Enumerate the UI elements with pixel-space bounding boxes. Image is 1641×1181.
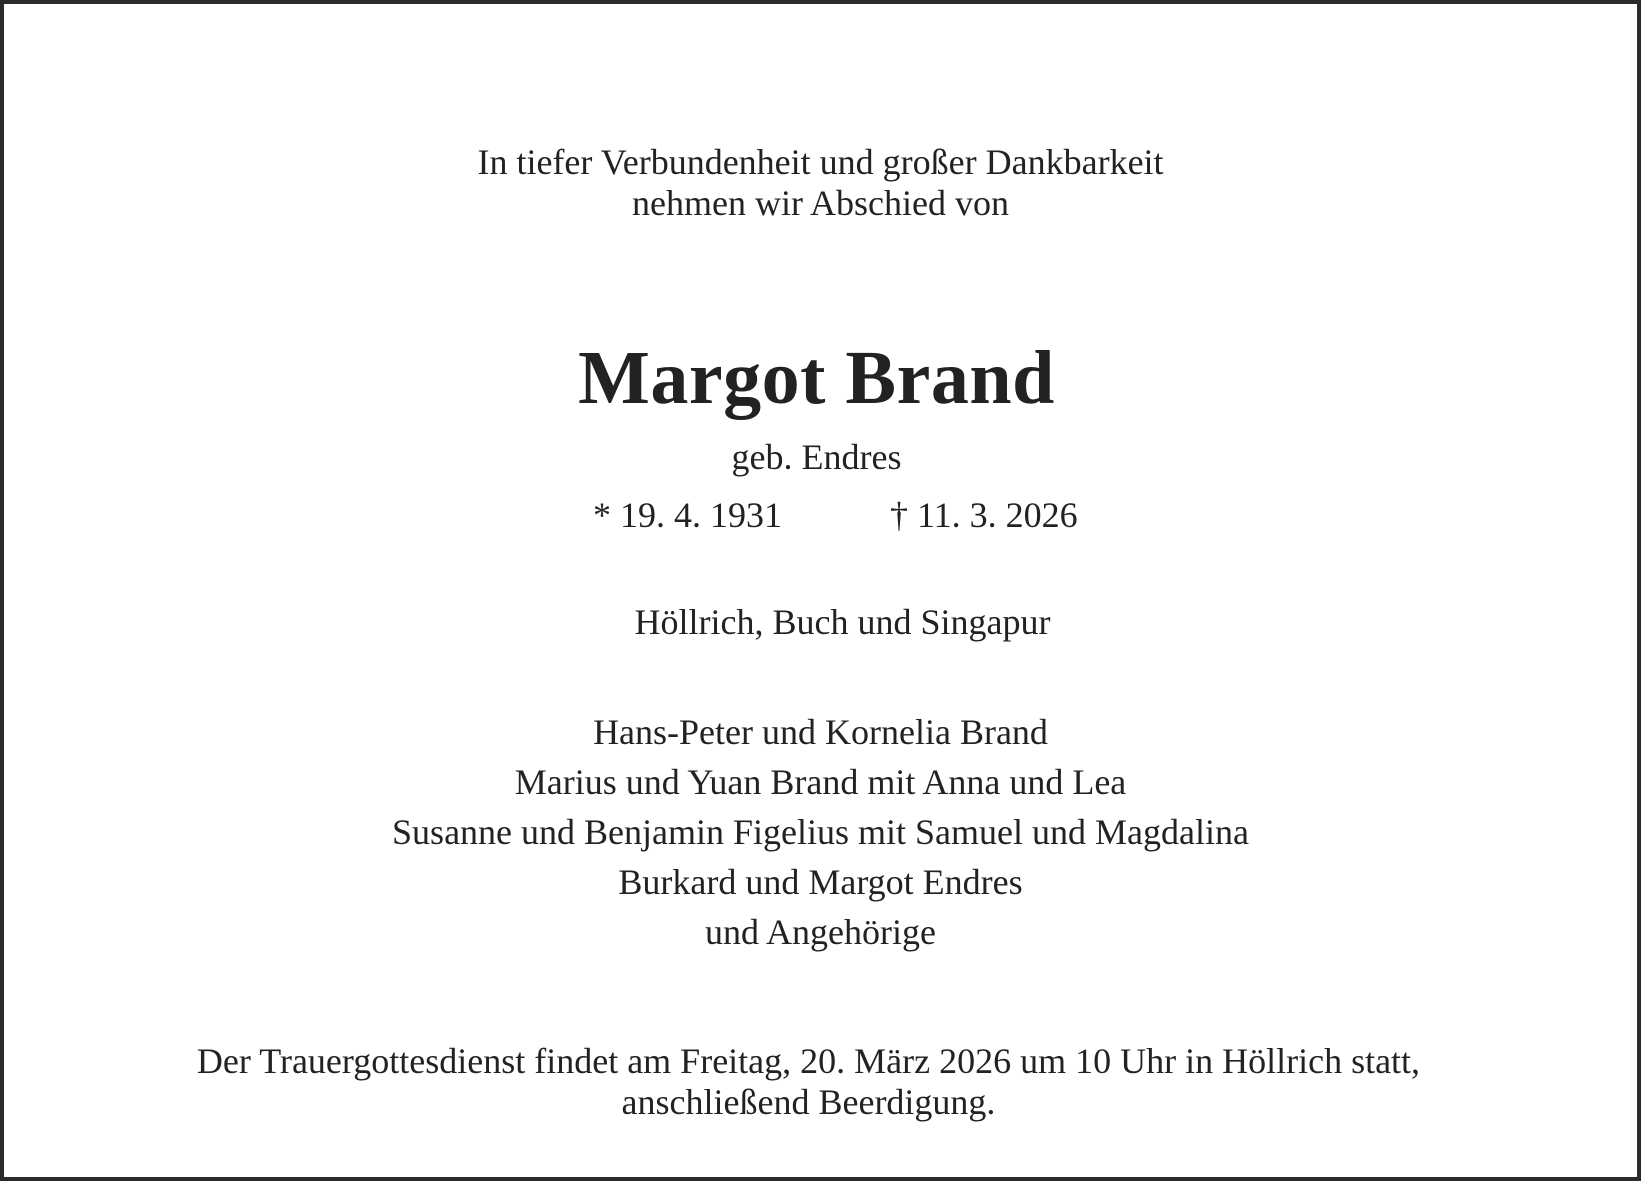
service-line-1: Der Trauergottesdienst findet am Freitag, 20. März 2026 um 10 Uhr in Höllrich statt, — [196, 1041, 1421, 1081]
service-line-2: anschließend Beerdigung. — [621, 1082, 996, 1122]
death-date: † 11. 3. 2026 — [890, 495, 1078, 535]
mourner-line: Hans-Peter und Kornelia Brand — [593, 712, 1048, 752]
places-line: Höllrich, Buch und Singapur — [634, 602, 1051, 642]
deceased-name: Margot Brand — [578, 336, 1055, 420]
mourner-line: Marius und Yuan Brand mit Anna und Lea — [514, 762, 1127, 802]
life-dates — [4, 497, 1637, 537]
mourner-line: Susanne und Benjamin Figelius mit Samuel und Magdalina — [392, 812, 1249, 852]
intro-line-1: In tiefer Verbundenheit und großer Dankbarkeit — [477, 142, 1164, 182]
mourner-line: und Angehörige — [705, 912, 936, 952]
intro-line-2: nehmen wir Abschied von — [632, 183, 1009, 223]
birth-date: * 19. 4. 1931 — [593, 495, 782, 535]
mourner-line: Burkard und Margot Endres — [618, 862, 1023, 902]
maiden-name: geb. Endres — [731, 437, 902, 477]
